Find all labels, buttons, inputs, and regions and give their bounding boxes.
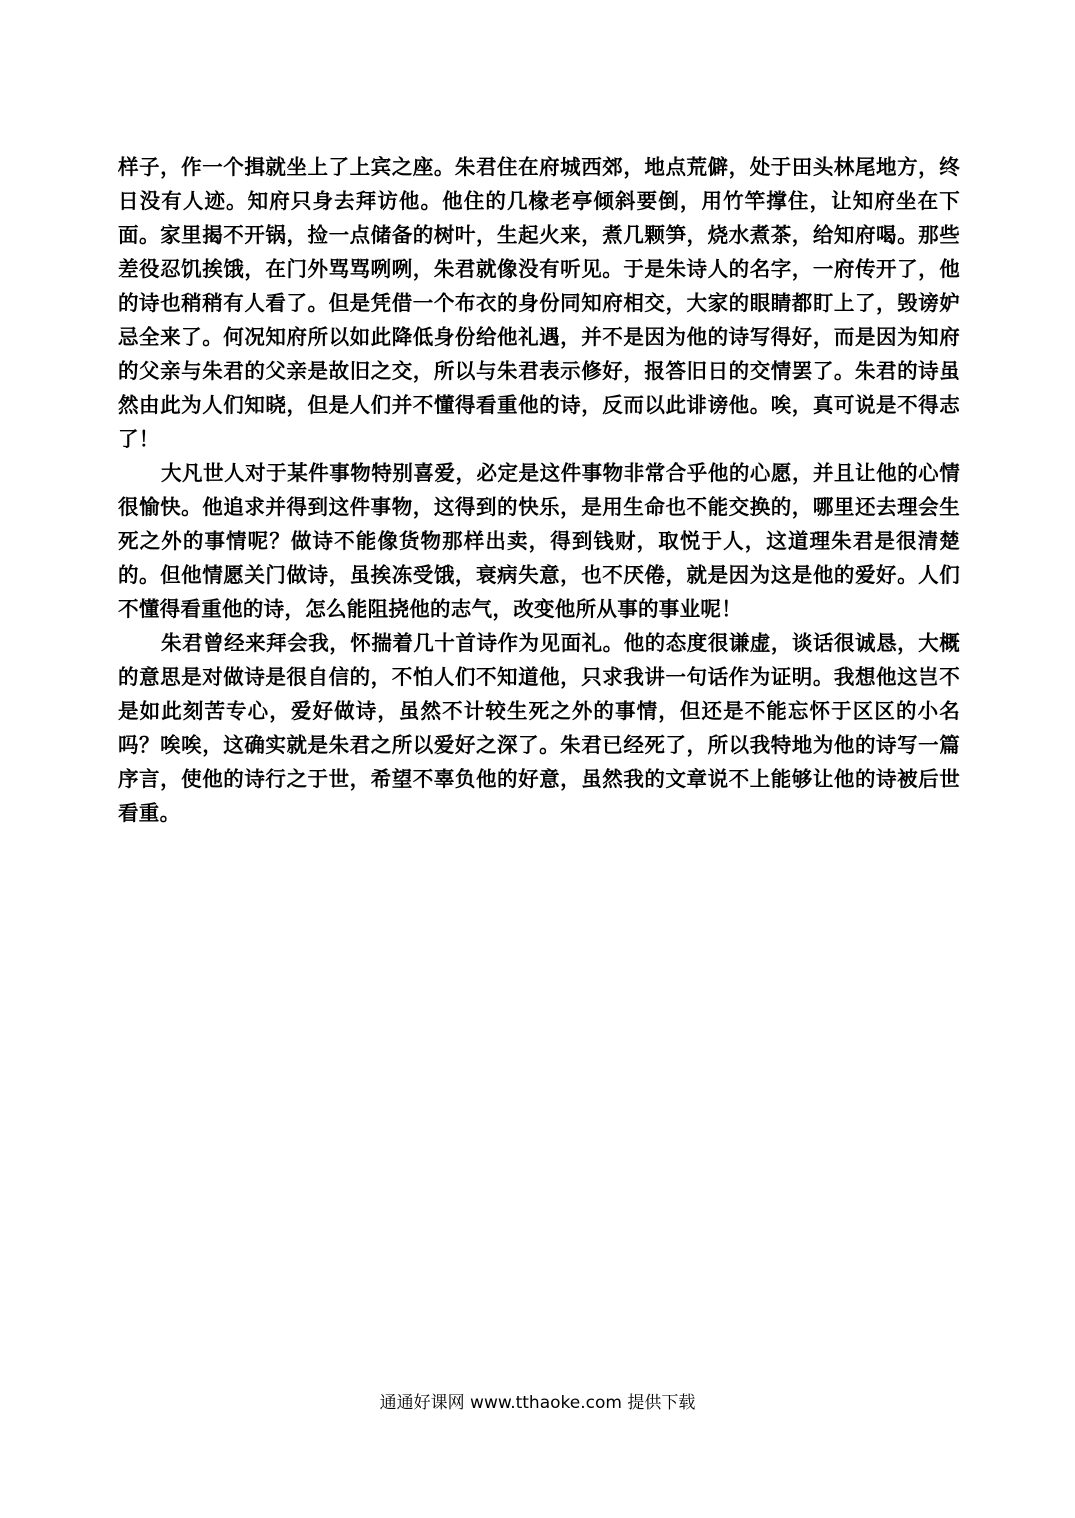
paragraph-continuation: 样子，作一个揖就坐上了上宾之座。朱君住在府城西郊，地点荒僻，处于田头林尾地方，终日没有人迹。知府只身去拜访他。他住的几椽老亭倾斜要倒，用竹竿撑住，让知府坐在下面。家里揭不开锅，捡一点储备的树叶，生起火来，煮几颗笋，烧水煮茶，给知府喝。那些差役忍饥挨饿，在门外骂骂咧咧，朱君就像没有听见。于是朱诗人的名字，一府传开了，他的诗也稍稍有人看了。但是凭借一个布衣的身份同知府相交，大家的眼睛都盯上了，毁谤妒忌全来了。何况知府所以如此降低身份给他礼遇，并不是因为他的诗写得好，而是因为知府的父亲与朱君的父亲是故旧之交，所以与朱君表示修好，报答旧日的交情罢了。朱君的诗虽然由此为人们知晓，但是人们并不懂得看重他的诗，反而以此诽谤他。唉，真可说是不得志了！: [118, 155, 960, 451]
page-footer: 通通好课网 www.tthaoke.com 提供下载: [379, 1393, 696, 1413]
document-body: [118, 150, 960, 830]
paragraph: 朱君曾经来拜会我，怀揣着几十首诗作为见面礼。他的态度很谦虚，谈话很诚恳，大概的意思是对做诗是很自信的，不怕人们不知道他，只求我讲一句话作为证明。我想他这岂不是如此刻苦专心，爱好做诗，虽然不计较生死之外的事情，但还是不能忘怀于区区的小名吗？唉唉，这确实就是朱君之所以爱好之深了。朱君已经死了，所以我特地为他的诗写一篇序言，使他的诗行之于世，希望不辜负他的好意，虽然我的文章说不上能够让他的诗被后世看重。: [118, 631, 960, 825]
paragraph: 大凡世人对于某件事物特别喜爱，必定是这件事物非常合乎他的心愿，并且让他的心情很愉快。他追求并得到这件事物，这得到的快乐，是用生命也不能交换的，哪里还去理会生死之外的事情呢？做诗不能像货物那样出卖，得到钱财，取悦于人，这道理朱君是很清楚的。但他情愿关门做诗，虽挨冻受饿，衰病失意，也不厌倦，就是因为这是他的爱好。人们不懂得看重他的诗，怎么能阻挠他的志气，改变他所从事的事业呢！: [118, 461, 960, 621]
